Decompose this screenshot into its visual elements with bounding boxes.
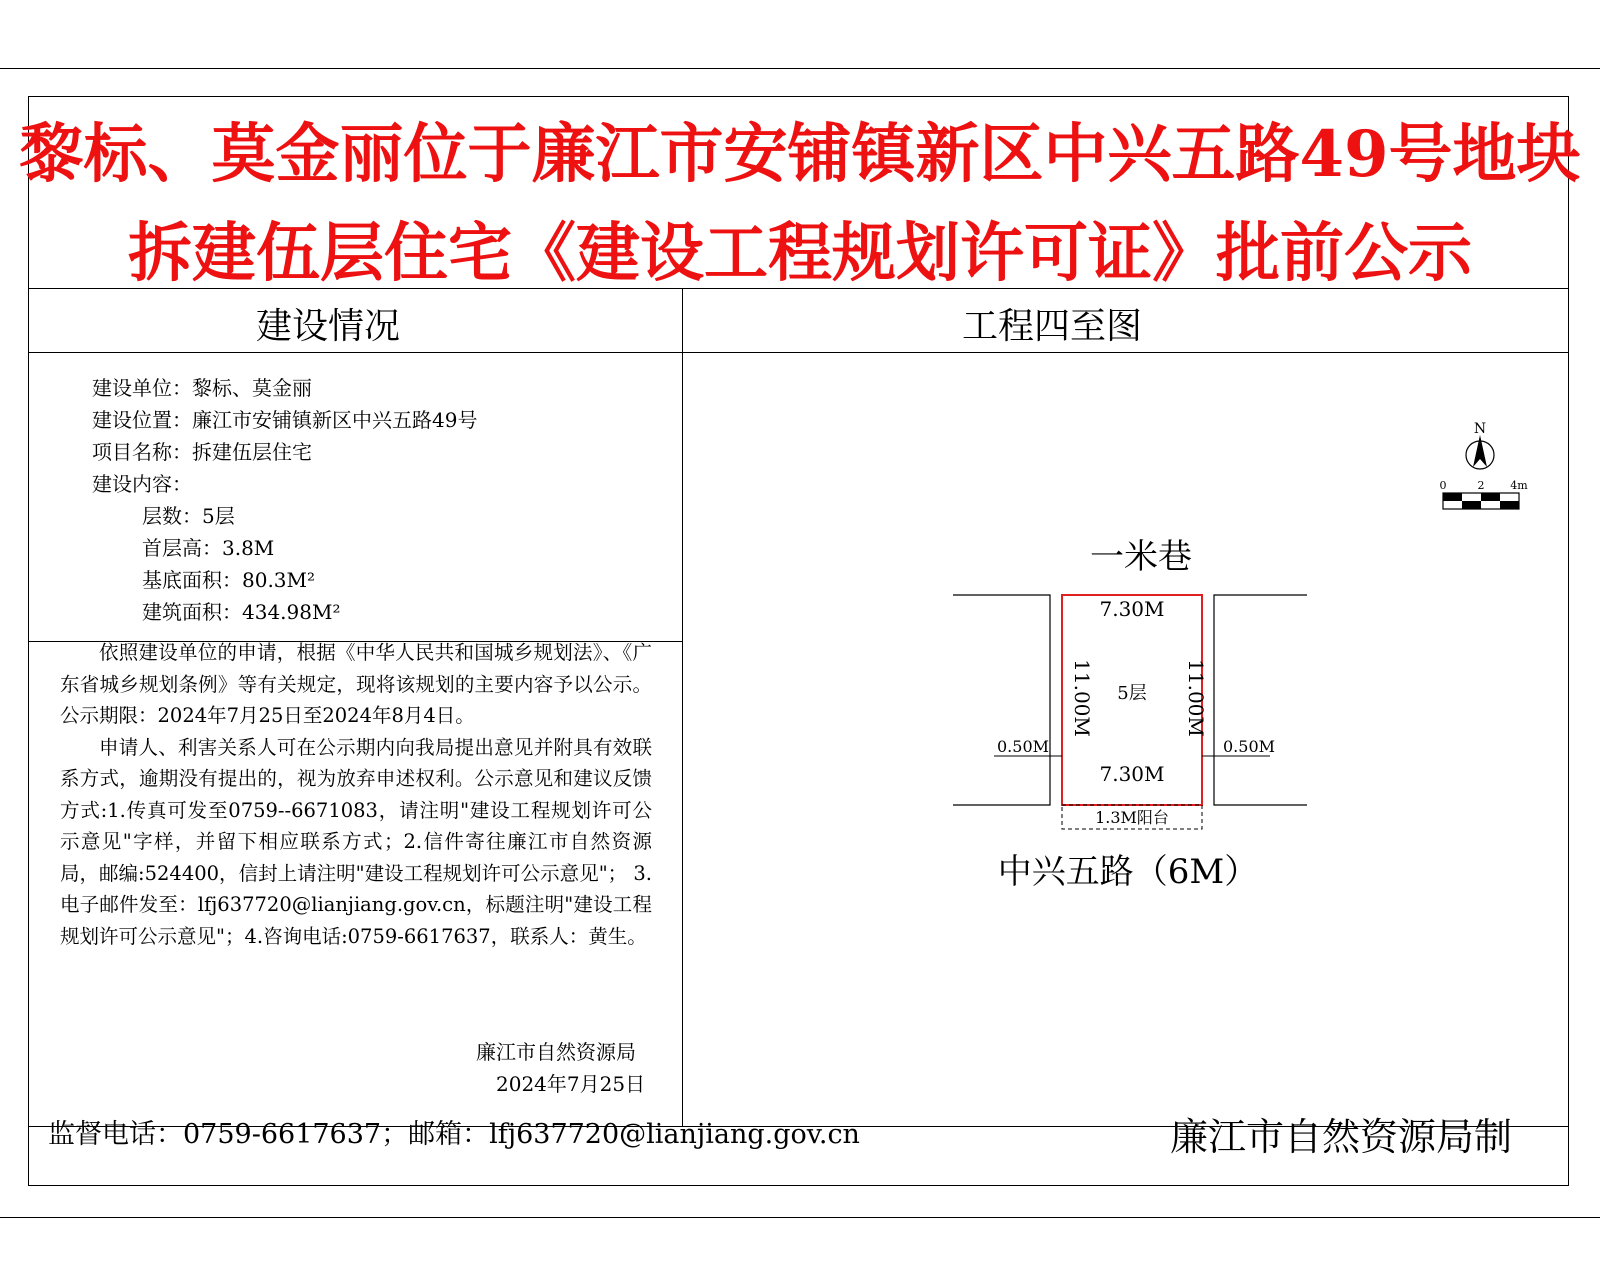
info-content-label: 建设内容： bbox=[92, 472, 192, 496]
scale-label-4: 4m bbox=[1510, 479, 1528, 492]
footer-contact: 监督电话：0759-6617637；邮箱：lfj637720@lianjiang.gov.cn bbox=[48, 1119, 860, 1150]
left-setback-label: 0.50M bbox=[997, 737, 1050, 756]
info-floors: 层数：5层 bbox=[142, 504, 235, 528]
title-line-2: 拆建伍层住宅《建设工程规划许可证》批前公示 bbox=[128, 216, 1472, 291]
bottom-width-label: 7.30M bbox=[1099, 762, 1165, 786]
info-building-area: 建筑面积：434.98M² bbox=[142, 600, 341, 624]
notice-paragraph-2: 申请人、利害关系人可在公示期内向我局提出意见并附具有效联系方式，逾期没有提出的，视为放弃申述权利。公示意见和建议反馈方式:1.传真可发至0759--6671083，请注明"建设工程规划许可公示意见"字样，并留下相应联系方式；2.信件寄往廉江市自然资源局，邮编:524400，信封上请注明"建设工程规划许可公示意见"； 3.电子邮件发至：lfj637720@lianjiang.gov.cn，标题注明"建设工程规划许可公示意见"；4.咨询电话:0759-6617637，联系人：黄生。 bbox=[60, 735, 652, 948]
info-location: 建设位置：廉江市安铺镇新区中兴五路49号 bbox=[92, 408, 478, 432]
top-road-label: 一米巷 bbox=[1090, 537, 1192, 577]
top-width-label: 7.30M bbox=[1099, 597, 1165, 621]
scale-bar bbox=[1440, 479, 1529, 509]
site-plan-diagram bbox=[683, 353, 1568, 1125]
scale-label-2: 2 bbox=[1477, 479, 1485, 492]
footer-maker: 廉江市自然资源局制 bbox=[1169, 1115, 1512, 1159]
section-header-construction: 建设情况 bbox=[255, 306, 400, 347]
construction-info bbox=[92, 372, 477, 628]
floors-label: 5层 bbox=[1117, 683, 1147, 704]
section-header-site-plan: 工程四至图 bbox=[961, 306, 1142, 347]
info-first-floor-height: 首层高：3.8M bbox=[142, 536, 275, 560]
title-line-1: 黎标、莫金丽位于廉江市安铺镇新区中兴五路49号地块 bbox=[19, 117, 1581, 192]
notice-paragraph-1: 依照建设单位的申请，根据《中华人民共和国城乡规划法》、《广东省城乡规划条例》等有关规定，现将该规划的主要内容予以公示。公示期限：2024年7月25日至2024年8月4日。 bbox=[60, 641, 652, 727]
bottom-road-label: 中兴五路（6M） bbox=[997, 852, 1259, 892]
balcony-label: 1.3M阳台 bbox=[1095, 808, 1169, 827]
signature-date: 2024年7月25日 bbox=[496, 1072, 646, 1096]
info-unit: 建设单位：黎标、莫金丽 bbox=[92, 376, 312, 400]
signature-org: 廉江市自然资源局 bbox=[476, 1040, 636, 1064]
left-depth-label: 11.00M bbox=[1070, 659, 1094, 737]
info-project: 项目名称：拆建伍层住宅 bbox=[92, 440, 312, 464]
notice-body bbox=[60, 637, 652, 952]
right-setback-label: 0.50M bbox=[1223, 737, 1276, 756]
scale-label-0: 0 bbox=[1439, 479, 1447, 492]
north-arrow-icon bbox=[1466, 421, 1494, 469]
north-label: N bbox=[1473, 421, 1487, 437]
divider-title bbox=[28, 288, 1569, 289]
right-depth-label: 11.00M bbox=[1184, 659, 1208, 737]
info-base-area: 基底面积：80.3M² bbox=[142, 568, 316, 592]
